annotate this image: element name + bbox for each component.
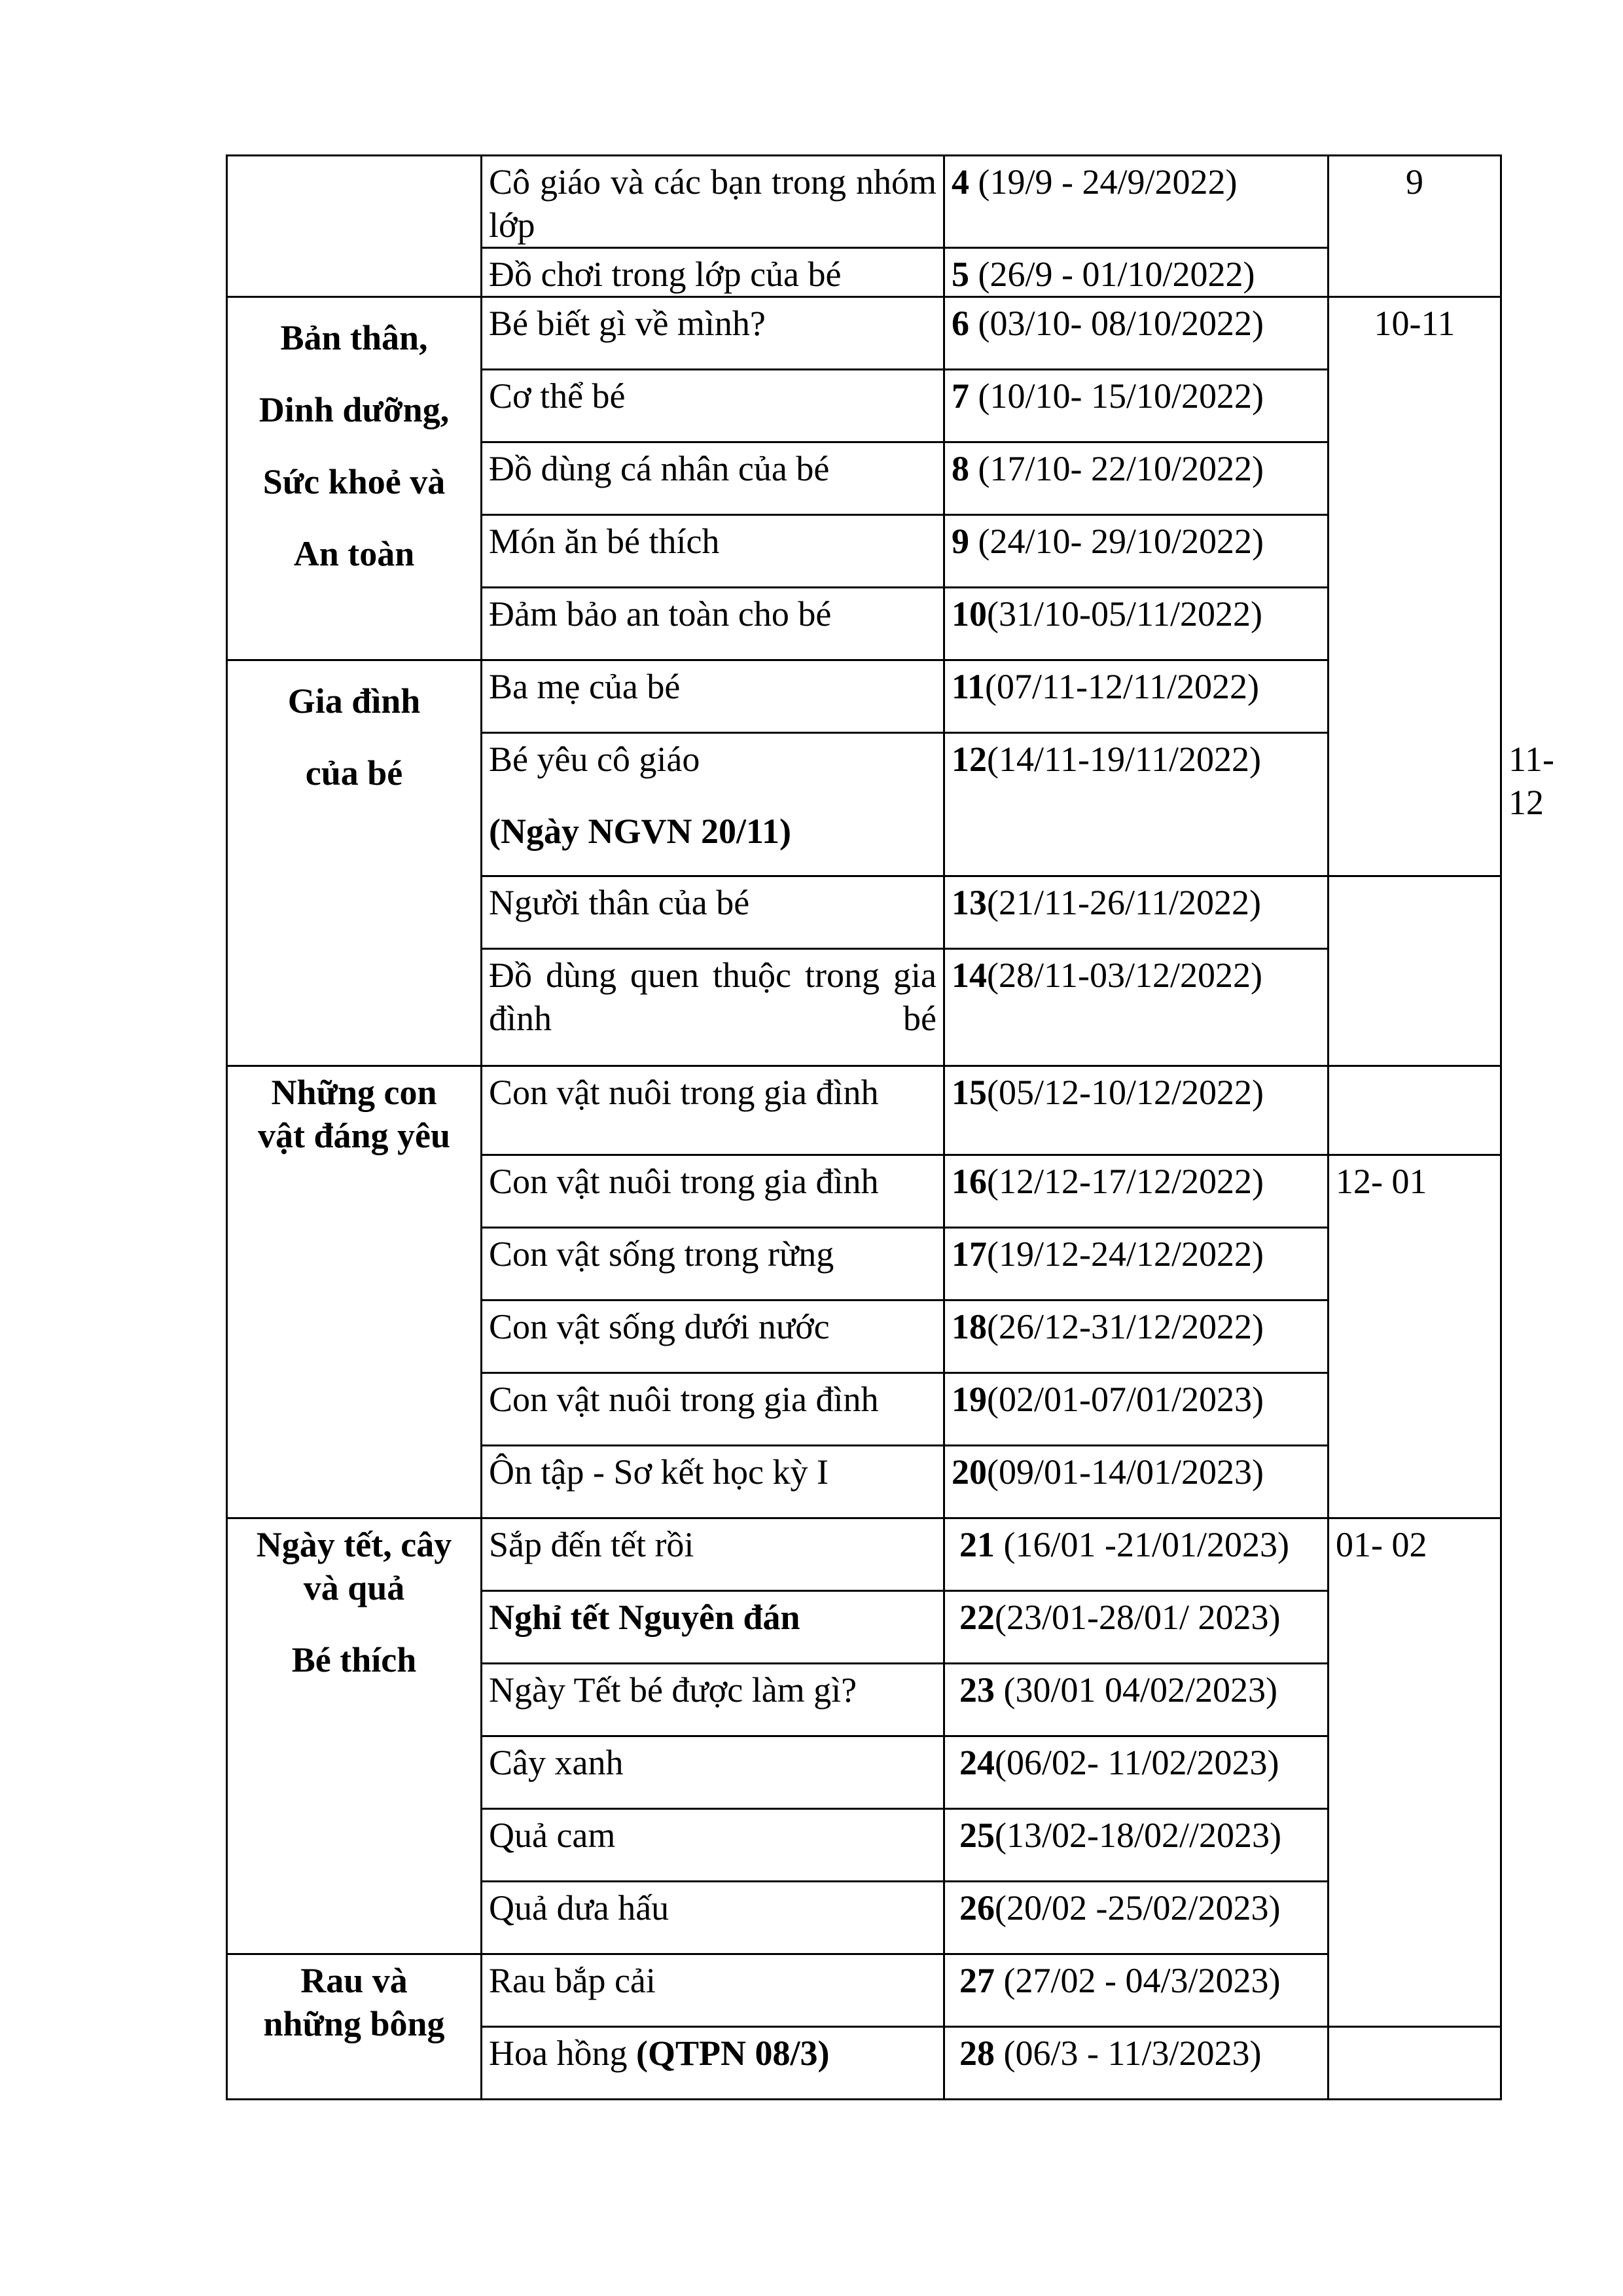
topic-con-vat [227, 1066, 482, 1518]
topic-gia-dinh [227, 660, 482, 1066]
month-cell-empty [1329, 1066, 1501, 1155]
lesson-cell [482, 1228, 944, 1300]
week-number: 16 [952, 1162, 987, 1201]
lesson-text: Bé biết gì về mình? [489, 304, 766, 343]
lesson-cell [482, 1446, 944, 1518]
week-number: 10 [952, 594, 987, 634]
week-number: 28 [959, 2034, 995, 2073]
topic-ngay-tet [227, 1518, 482, 1954]
week-cell [944, 1591, 1329, 1664]
topic-line: Bé thích [291, 1640, 417, 1679]
week-dates: (12/12-17/12/2022) [987, 1162, 1264, 1201]
lesson-note: (QTPN 08/3) [635, 2034, 830, 2073]
week-number: 11 [952, 667, 986, 706]
week-dates: (21/11-26/11/2022) [987, 883, 1261, 922]
week-number: 23 [959, 1670, 995, 1710]
week-number: 13 [952, 883, 987, 922]
lesson-cell [482, 1155, 944, 1228]
week-cell [944, 248, 1329, 297]
topic-line: vật đáng yêu [257, 1116, 451, 1155]
week-dates: (17/10- 22/10/2022) [969, 449, 1264, 488]
week-number: 5 [952, 255, 969, 294]
week-dates: (13/02-18/02//2023) [995, 1816, 1281, 1855]
week-dates: (03/10- 08/10/2022) [969, 304, 1264, 343]
lesson-cell [482, 370, 944, 442]
month-cell [1329, 1155, 1501, 1518]
week-dates: (26/12-31/12/2022) [987, 1307, 1264, 1346]
lesson-cell [482, 297, 944, 370]
week-number: 6 [952, 304, 969, 343]
week-cell [944, 660, 1329, 733]
lesson-cell [482, 248, 944, 297]
week-number: 25 [959, 1816, 995, 1855]
week-number: 20 [952, 1452, 987, 1492]
lesson-cell [482, 876, 944, 949]
week-cell [944, 1809, 1329, 1882]
lesson-cell [482, 1736, 944, 1809]
lesson-cell [482, 660, 944, 733]
lesson-cell [482, 1664, 944, 1736]
table-row [227, 1066, 1501, 1155]
week-cell [944, 733, 1329, 876]
month-cell-empty [1329, 2027, 1501, 2100]
lesson-text: Con vật nuôi trong gia đình [489, 1073, 879, 1112]
week-cell [944, 442, 1329, 515]
week-dates: (06/3 - 11/3/2023) [995, 2034, 1262, 2073]
week-dates: (19/9 - 24/9/2022) [969, 162, 1238, 202]
table-row [227, 1518, 1501, 1591]
lesson-text: Cơ thể bé [489, 376, 626, 416]
week-number: 9 [952, 522, 969, 561]
week-dates: (05/12-10/12/2022) [987, 1073, 1264, 1112]
topic-line: Bản thân, [280, 318, 428, 357]
week-cell [944, 1373, 1329, 1446]
week-cell [944, 1446, 1329, 1518]
lesson-text: Quả dưa hấu [489, 1888, 669, 1928]
topic-line: Gia đình [287, 681, 421, 721]
month-text: 12- 01 [1336, 1162, 1427, 1201]
week-cell [944, 588, 1329, 660]
week-number: 18 [952, 1307, 987, 1346]
month-cell [1329, 297, 1501, 876]
lesson-cell [482, 1809, 944, 1882]
week-cell [944, 1518, 1329, 1591]
week-cell [944, 1228, 1329, 1300]
lesson-text: Bé yêu cô giáo [489, 740, 700, 779]
week-dates: (14/11-19/11/2022) [987, 740, 1261, 779]
lesson-text: Người thân của bé [489, 883, 750, 922]
week-cell [944, 1882, 1329, 1954]
week-cell [944, 1155, 1329, 1228]
week-cell [944, 1664, 1329, 1736]
week-number: 8 [952, 449, 969, 488]
week-dates: (23/01-28/01/ 2023) [995, 1598, 1281, 1637]
week-number: 22 [959, 1598, 995, 1637]
lesson-text: Sắp đến tết rồi [489, 1525, 694, 1564]
lesson-text: Con vật nuôi trong gia đình [489, 1162, 879, 1201]
lesson-text: Đồ dùng quen thuộc trong gia đình bé [489, 956, 936, 1038]
week-number: 4 [952, 162, 969, 202]
table-row [227, 156, 1501, 248]
lesson-cell [482, 156, 944, 248]
lesson-cell [482, 949, 944, 1066]
week-cell [944, 370, 1329, 442]
week-dates: (07/11-12/11/2022) [985, 667, 1259, 706]
week-dates: (16/01 -21/01/2023) [995, 1525, 1289, 1564]
lesson-cell [482, 442, 944, 515]
topic-ban-than [227, 297, 482, 660]
table-row [227, 1954, 1501, 2027]
lesson-text: Con vật sống trong rừng [489, 1234, 834, 1274]
week-dates: (24/10- 29/10/2022) [969, 522, 1264, 561]
table-row [227, 297, 1501, 370]
lesson-cell [482, 1954, 944, 2027]
lesson-cell [482, 733, 944, 876]
week-dates: (09/01-14/01/2023) [987, 1452, 1264, 1492]
lesson-text: Ngày Tết bé được làm gì? [489, 1670, 857, 1710]
week-cell [944, 1736, 1329, 1809]
week-number: 17 [952, 1234, 987, 1274]
lesson-text: Ba mẹ của bé [489, 667, 681, 706]
week-dates: (26/9 - 01/10/2022) [969, 255, 1255, 294]
week-dates: (20/02 -25/02/2023) [995, 1888, 1281, 1928]
lesson-cell [482, 1373, 944, 1446]
lesson-text: Đồ dùng cá nhân của bé [489, 449, 830, 488]
topic-line: Ngày tết, cây [256, 1525, 452, 1564]
week-number: 15 [952, 1073, 987, 1112]
week-cell [944, 1954, 1329, 2027]
topic-rau [227, 1954, 482, 2100]
week-number: 27 [959, 1961, 995, 2000]
lesson-text: Quả cam [489, 1816, 616, 1855]
lesson-cell [482, 1882, 944, 1954]
month-text: 9 [1406, 162, 1423, 202]
topic-line: những bông [263, 2004, 445, 2043]
lesson-text: Nghỉ tết Nguyên đán [489, 1598, 800, 1637]
month-cell [1329, 156, 1501, 297]
lesson-text: Rau bắp cải [489, 1961, 656, 2000]
lesson-cell [482, 588, 944, 660]
week-dates: (30/01 04/02/2023) [995, 1670, 1277, 1710]
week-cell [944, 297, 1329, 370]
topic-cell-empty [227, 156, 482, 297]
week-number: 19 [952, 1380, 987, 1419]
month-text: 11-12 [1508, 740, 1554, 822]
lesson-note: (Ngày NGVN 20/11) [489, 812, 791, 851]
week-cell [944, 1300, 1329, 1373]
topic-line: An toàn [293, 534, 415, 573]
week-number: 12 [952, 740, 987, 779]
week-dates: (27/02 - 04/3/2023) [995, 1961, 1281, 2000]
topic-line: và quả [303, 1568, 405, 1607]
lesson-cell [482, 2027, 944, 2100]
week-number: 26 [959, 1888, 995, 1928]
week-dates: (06/02- 11/02/2023) [995, 1743, 1279, 1782]
week-cell [944, 156, 1329, 248]
week-cell [944, 876, 1329, 949]
lesson-text: Ôn tập - Sơ kết học kỳ I [489, 1452, 829, 1492]
lesson-text: Con vật sống dưới nước [489, 1307, 830, 1346]
week-dates: (10/10- 15/10/2022) [969, 376, 1264, 416]
topic-line: Rau và [300, 1961, 408, 2000]
lesson-cell [482, 1591, 944, 1664]
topic-line: Sức khoẻ và [262, 462, 446, 501]
lesson-cell [482, 1066, 944, 1155]
topic-line: của bé [305, 753, 403, 793]
week-dates: (19/12-24/12/2022) [987, 1234, 1264, 1274]
lesson-text: Đảm bảo an toàn cho bé [489, 594, 832, 634]
schedule-table [226, 154, 1554, 2100]
month-text: 10-11 [1374, 304, 1455, 343]
week-cell [944, 1066, 1329, 1155]
week-number: 14 [952, 956, 987, 995]
month-cell [1329, 1518, 1501, 2027]
table-row [227, 660, 1501, 733]
lesson-text: Món ăn bé thích [489, 522, 720, 561]
month-text: 01- 02 [1336, 1525, 1427, 1564]
lesson-cell [482, 1300, 944, 1373]
lesson-text: Hoa hồng [489, 2034, 636, 2073]
week-number: 7 [952, 376, 969, 416]
week-cell [944, 2027, 1329, 2100]
week-number: 21 [959, 1525, 995, 1564]
lesson-text: Cô giáo và các bạn trong nhóm lớp [489, 162, 936, 245]
lesson-cell [482, 1518, 944, 1591]
lesson-text: Con vật nuôi trong gia đình [489, 1380, 879, 1419]
week-dates: (31/10-05/11/2022) [987, 594, 1262, 634]
lesson-text: Cây xanh [489, 1743, 624, 1782]
topic-line: Dinh dưỡng, [259, 390, 450, 429]
week-cell [944, 515, 1329, 588]
lesson-cell [482, 515, 944, 588]
week-dates: (02/01-07/01/2023) [987, 1380, 1264, 1419]
week-dates: (28/11-03/12/2022) [987, 956, 1262, 995]
lesson-text: Đồ chơi trong lớp của bé [489, 255, 842, 294]
topic-line: Những con [271, 1073, 437, 1112]
week-number: 24 [959, 1743, 995, 1782]
week-cell [944, 949, 1329, 1066]
